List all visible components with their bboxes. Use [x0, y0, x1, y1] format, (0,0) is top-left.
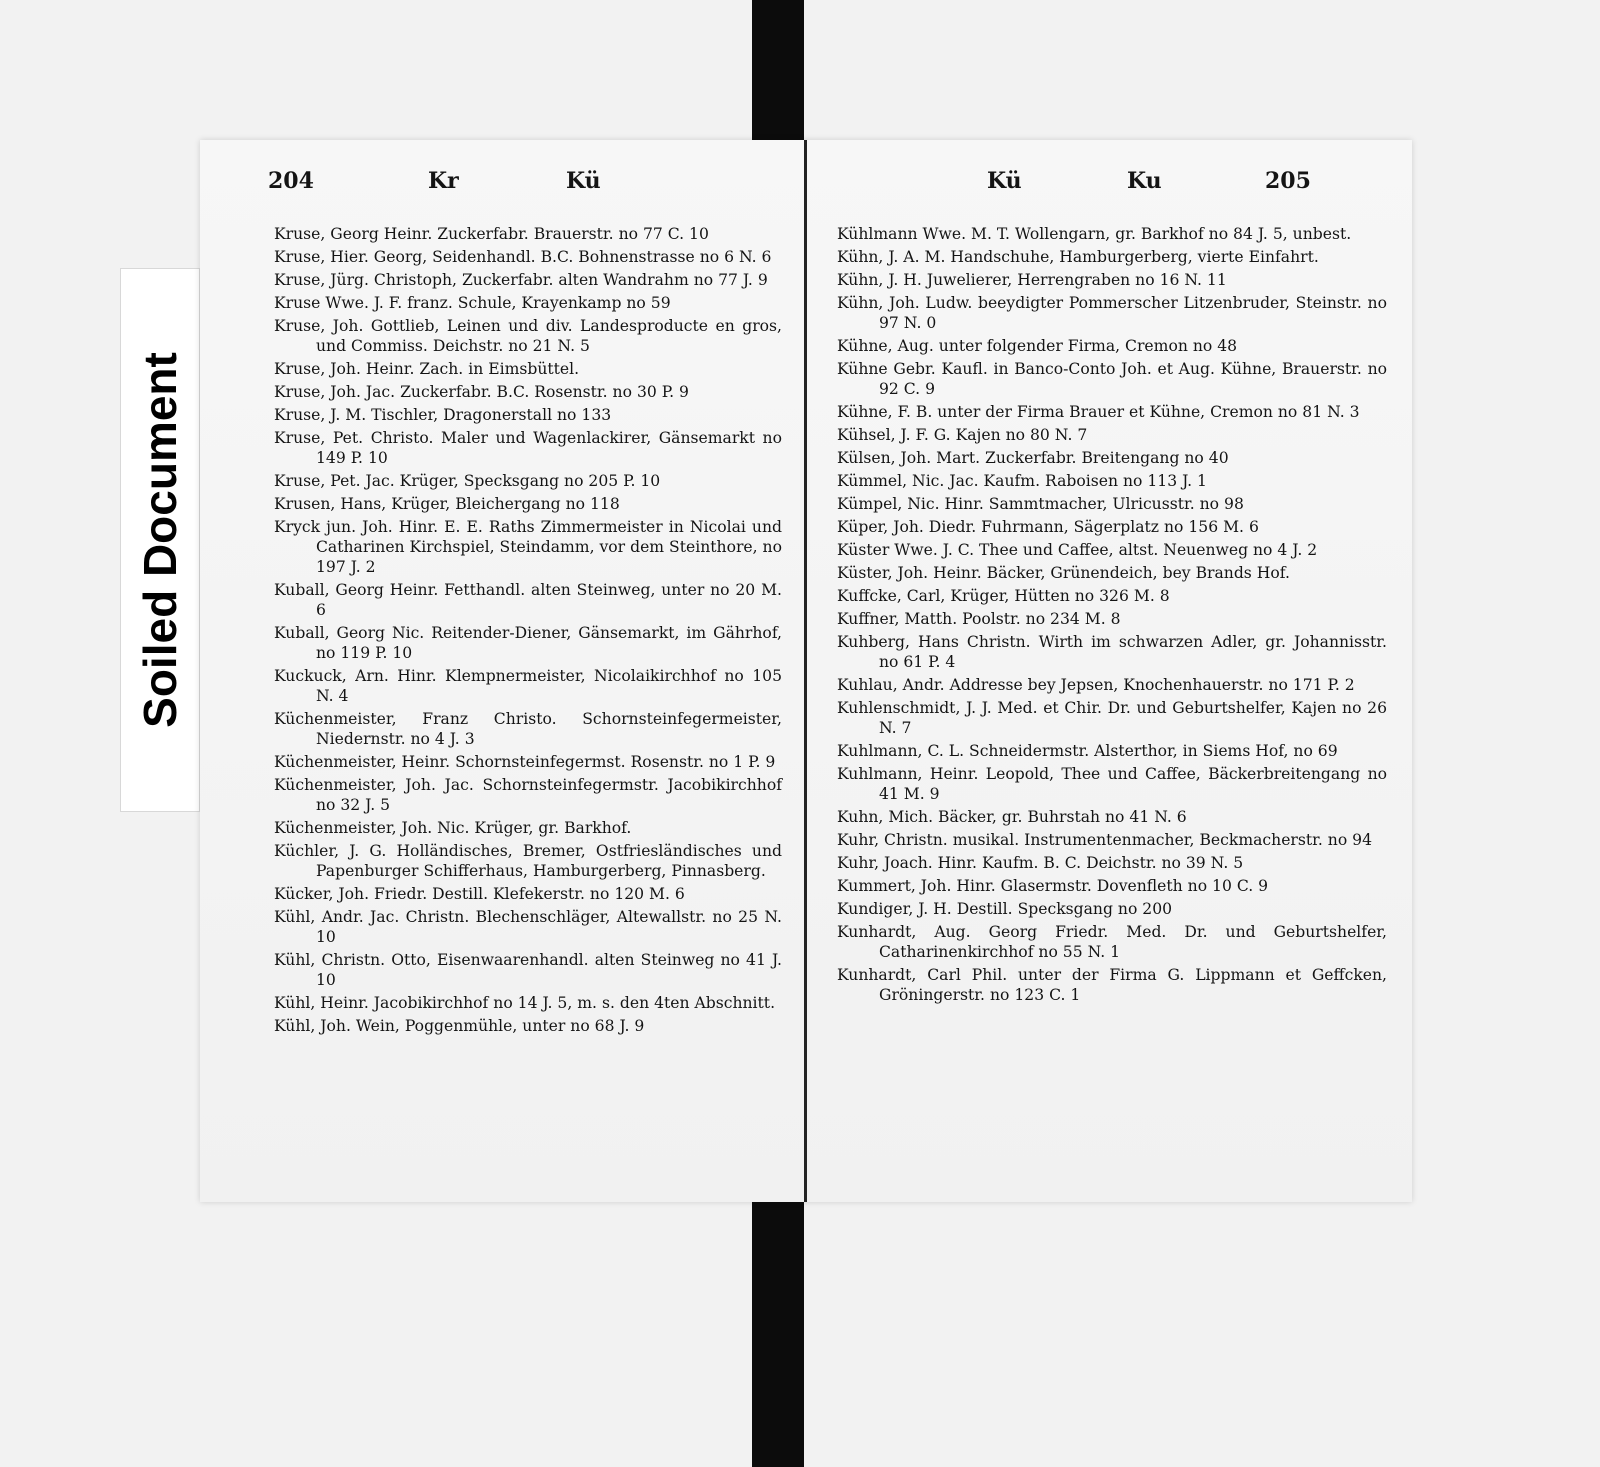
directory-entry: Kunhardt, Aug. Georg Friedr. Med. Dr. und Geburtshelfer, Catharinenkirchhof no 55 N. 1 [837, 923, 1387, 961]
directory-entry: Kundiger, J. H. Destill. Specksgang no 200 [837, 900, 1173, 918]
left-page-number: 204 [268, 168, 314, 194]
directory-entry: Kruse, Pet. Christo. Maler und Wagenlackirer, Gänsemarkt no 149 P. 10 [274, 429, 782, 467]
directory-entry: Küchler, J. G. Holländisches, Bremer, Ostfriesländisches und Papenburger Schifferhaus, Hamburgerberg, Pinnasberg. [274, 842, 782, 880]
directory-entry: Kühl, Andr. Jac. Christn. Blechenschläger, Altewallstr. no 25 N. 10 [274, 908, 782, 946]
directory-entry: Kuhlau, Andr. Addresse bey Jepsen, Knochenhauerstr. no 171 P. 2 [837, 676, 1355, 694]
directory-entry: Kummert, Joh. Hinr. Glasermstr. Dovenfleth no 10 C. 9 [837, 877, 1269, 895]
directory-entry: Kühl, Christn. Otto, Eisenwaarenhandl. alten Steinweg no 41 J. 10 [274, 951, 782, 989]
directory-entry: Kühne, F. B. unter der Firma Brauer et Kühne, Cremon no 81 N. 3 [837, 403, 1360, 421]
right-header-from: Kü [987, 168, 1022, 194]
directory-entry: Küchenmeister, Heinr. Schornsteinfegermst. Rosenstr. no 1 P. 9 [274, 753, 776, 771]
directory-entry: Kruse, Joh. Heinr. Zach. in Eimsbüttel. [274, 360, 580, 378]
directory-entry: Kruse, J. M. Tischler, Dragonerstall no 133 [274, 406, 612, 424]
left-header-from: Kr [428, 168, 459, 194]
directory-entry: Kruse, Joh. Jac. Zuckerfabr. B.C. Rosenstr. no 30 P. 9 [274, 383, 689, 401]
directory-entry: Kuckuck, Arn. Hinr. Klempnermeister, Nicolaikirchhof no 105 N. 4 [274, 667, 782, 705]
directory-entry: Kruse, Jürg. Christoph, Zuckerfabr. alten Wandrahm no 77 J. 9 [274, 271, 768, 289]
directory-entry: Kümpel, Nic. Hinr. Sammtmacher, Ulricusstr. no 98 [837, 495, 1244, 513]
left-header-to: Kü [566, 168, 601, 194]
directory-entry: Krusen, Hans, Krüger, Bleichergang no 118 [274, 495, 620, 513]
right-header-to: Ku [1127, 168, 1162, 194]
directory-entry: Kühne Gebr. Kaufl. in Banco-Conto Joh. et Aug. Kühne, Brauerstr. no 92 C. 9 [837, 360, 1387, 398]
directory-entry: Kühn, J. A. M. Handschuhe, Hamburgerberg, vierte Einfahrt. [837, 248, 1319, 266]
binding-strip-top [752, 0, 804, 152]
soiled-document-label-text: Soiled Document [134, 352, 186, 728]
directory-entry: Kühl, Heinr. Jacobikirchhof no 14 J. 5, m. s. den 4ten Abschnitt. [274, 994, 776, 1012]
directory-entry: Kuball, Georg Heinr. Fetthandl. alten Steinweg, unter no 20 M. 6 [274, 581, 782, 619]
right-page-entries [837, 224, 1387, 1008]
directory-entry: Kuball, Georg Nic. Reitender-Diener, Gänsemarkt, im Gährhof, no 119 P. 10 [274, 624, 782, 662]
directory-entry: Kunhardt, Carl Phil. unter der Firma G. Lippmann et Geffcken, Gröningerstr. no 123 C. 1 [837, 966, 1387, 1004]
directory-entry: Kuffcke, Carl, Krüger, Hütten no 326 M. 8 [837, 587, 1170, 605]
directory-entry: Küster, Joh. Heinr. Bäcker, Grünendeich, bey Brands Hof. [837, 564, 1290, 582]
directory-entry: Kruse, Pet. Jac. Krüger, Specksgang no 205 P. 10 [274, 472, 661, 490]
directory-entry: Küchenmeister, Joh. Nic. Krüger, gr. Barkhof. [274, 819, 632, 837]
directory-entry: Kuhberg, Hans Christn. Wirth im schwarzen Adler, gr. Johannisstr. no 61 P. 4 [837, 633, 1387, 671]
directory-entry: Kuhlmann, Heinr. Leopold, Thee und Caffee, Bäckerbreitengang no 41 M. 9 [837, 765, 1387, 803]
directory-entry: Kümmel, Nic. Jac. Kaufm. Raboisen no 113 J. 1 [837, 472, 1207, 490]
directory-entry: Kryck jun. Joh. Hinr. E. E. Raths Zimmermeister in Nicolai und Catharinen Kirchspiel, Steindamm, vor dem Steinthore, no 197 J. 2 [274, 518, 782, 576]
directory-entry: Küper, Joh. Diedr. Fuhrmann, Sägerplatz no 156 M. 6 [837, 518, 1259, 536]
directory-entry: Kuhlmann, C. L. Schneidermstr. Alsterthor, in Siems Hof, no 69 [837, 742, 1338, 760]
left-page-entries [274, 224, 782, 1039]
directory-entry: Kühsel, J. F. G. Kajen no 80 N. 7 [837, 426, 1088, 444]
directory-entry: Kühn, J. H. Juwelierer, Herrengraben no 16 N. 11 [837, 271, 1227, 289]
directory-entry: Kücker, Joh. Friedr. Destill. Klefekerstr. no 120 M. 6 [274, 885, 685, 903]
directory-entry: Küchenmeister, Joh. Jac. Schornsteinfegermstr. Jacobikirchhof no 32 J. 5 [274, 776, 782, 814]
directory-entry: Kühne, Aug. unter folgender Firma, Cremon no 48 [837, 337, 1238, 355]
directory-entry: Kuhr, Joach. Hinr. Kaufm. B. C. Deichstr. no 39 N. 5 [837, 854, 1244, 872]
directory-entry: Kuhr, Christn. musikal. Instrumentenmacher, Beckmacherstr. no 94 [837, 831, 1373, 849]
right-page-number: 205 [1265, 168, 1311, 194]
left-page [200, 140, 805, 1202]
directory-entry: Kuhlenschmidt, J. J. Med. et Chir. Dr. und Geburtshelfer, Kajen no 26 N. 7 [837, 699, 1387, 737]
directory-entry: Kühl, Joh. Wein, Poggenmühle, unter no 68 J. 9 [274, 1017, 645, 1035]
directory-entry: Küchenmeister, Franz Christo. Schornsteinfegermeister, Niedernstr. no 4 J. 3 [274, 710, 782, 748]
soiled-document-label [120, 268, 200, 812]
directory-entry: Küster Wwe. J. C. Thee und Caffee, altst. Neuenweg no 4 J. 2 [837, 541, 1318, 559]
directory-entry: Külsen, Joh. Mart. Zuckerfabr. Breitengang no 40 [837, 449, 1229, 467]
right-page [807, 140, 1412, 1202]
book-spread [200, 140, 1412, 1202]
directory-entry: Kuhn, Mich. Bäcker, gr. Buhrstah no 41 N. 6 [837, 808, 1187, 826]
directory-entry: Kruse, Joh. Gottlieb, Leinen und div. Landesproducte en gros, und Commiss. Deichstr. no 21 N. 5 [274, 317, 782, 355]
directory-entry: Kuffner, Matth. Poolstr. no 234 M. 8 [837, 610, 1121, 628]
directory-entry: Kühn, Joh. Ludw. beeydigter Pommerscher Litzenbruder, Steinstr. no 97 N. 0 [837, 294, 1387, 332]
directory-entry: Kruse Wwe. J. F. franz. Schule, Krayenkamp no 59 [274, 294, 671, 312]
directory-entry: Kruse, Hier. Georg, Seidenhandl. B.C. Bohnenstrasse no 6 N. 6 [274, 248, 772, 266]
directory-entry: Kruse, Georg Heinr. Zuckerfabr. Brauerstr. no 77 C. 10 [274, 225, 709, 243]
directory-entry: Kühlmann Wwe. M. T. Wollengarn, gr. Barkhof no 84 J. 5, unbest. [837, 225, 1352, 243]
binding-strip-bottom [752, 1200, 804, 1467]
